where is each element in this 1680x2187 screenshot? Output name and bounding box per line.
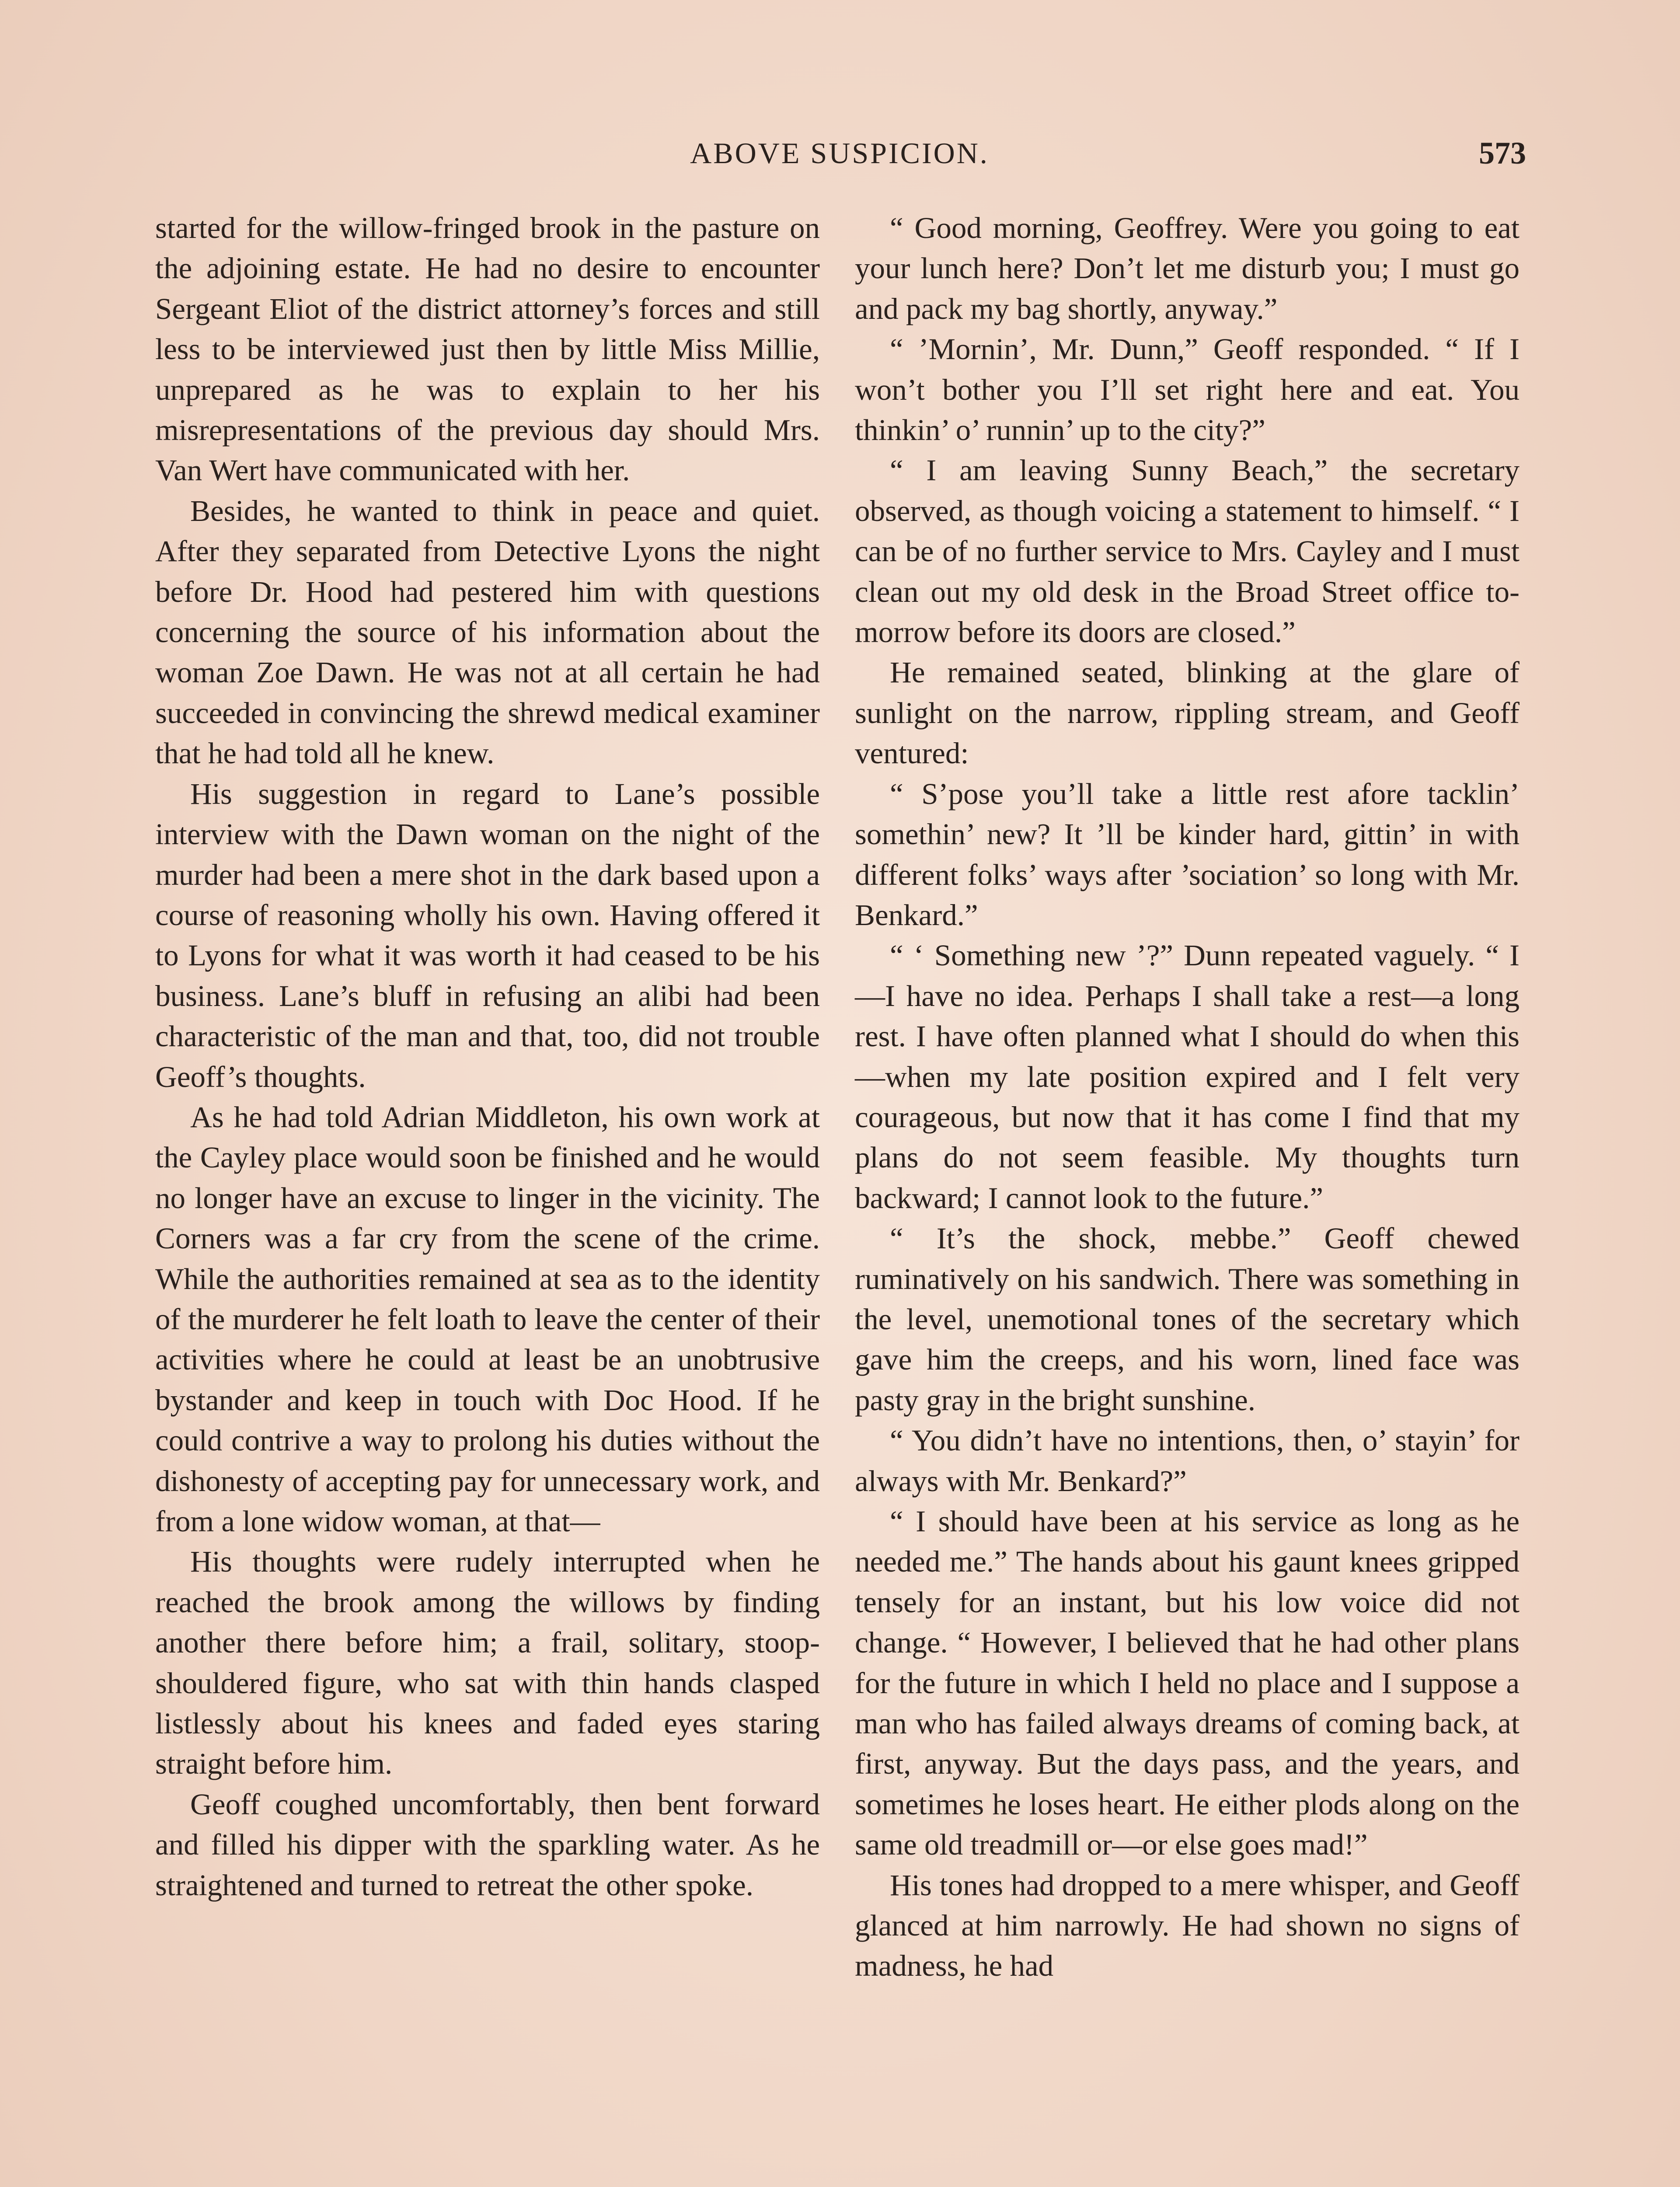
paragraph: His suggestion in regard to Lane’s possible interview with the Dawn woman on the night of the murder had been a mere shot in the dark based upon a course of reasoning wholly his own. Having offered it to Lyons for what it was worth it had ceased to be his business. Lane’s bluff in refusing an alibi had been characteristic of the man and that, too, did not trouble Geoff’s thoughts. (155, 777, 820, 1094)
paragraph: “ S’pose you’ll take a little rest afore tacklin’ somethin’ new? It ’ll be kinder hard, gittin’ in with different folks’ ways after ’sociation’ so long with Mr. Benkard.” (855, 777, 1520, 932)
paragraph: Geoff coughed uncomfortably, then bent forward and filled his dipper with the sparkling water. As he straightened and turned to retreat the other spoke. (155, 1787, 820, 1902)
paragraph: His tones had dropped to a mere whisper, and Geoff glanced at him narrowly. He had shown no signs of madness, he had (855, 1868, 1520, 1983)
left-column (155, 208, 820, 1905)
page-number: 573 (1479, 136, 1526, 171)
paragraph: started for the willow-fringed brook in the pasture on the adjoining estate. He had no desire to encounter Sergeant Eliot of the district attorney’s forces and still less to be interviewed just then by little Miss Millie, unprepared as he was to explain to her his misrepresentations of the previous day should Mrs. Van Wert have communicated with her. (155, 211, 820, 487)
paragraph: He remained seated, blinking at the glare of sunlight on the narrow, rippling stream, and Geoff ventured: (855, 656, 1520, 770)
paragraph: As he had told Adrian Middleton, his own work at the Cayley place would soon be finished and he would no longer have an excuse to linger in the vicinity. The Corners was a far cry from the scene of the crime. While the authorities remained at sea as to the identity of the murderer he felt loath to leave the center of their activities where he could at least be an unobtrusive bystander and keep in touch with Doc Hood. If he could contrive a way to prolong his duties without the dishonesty of accepting pay for unnecessary work, and from a lone widow woman, at that— (155, 1100, 820, 1538)
paragraph: “ ’Mornin’, Mr. Dunn,” Geoff responded. “ If I won’t bother you I’ll set right here and eat. You thinkin’ o’ runnin’ up to the city?” (855, 332, 1520, 447)
paragraph: “ Good morning, Geoffrey. Were you going to eat your lunch here? Don’t let me disturb you; I must go and pack my bag shortly, anyway.” (855, 211, 1520, 325)
paragraph: “ ‘ Something new ’?” Dunn repeated vaguely. “ I—I have no idea. Perhaps I shall take a rest—a long rest. I have often planned what I should do when this—when my late position expired and I felt very courageous, but now that it has come I find that my plans do not seem feasible. My thoughts turn backward; I cannot look to the future.” (855, 939, 1520, 1215)
paragraph: “ You didn’t have no intentions, then, o’ stayin’ for always with Mr. Benkard?” (855, 1424, 1520, 1498)
page-title: ABOVE SUSPICION. (690, 136, 989, 170)
running-head (153, 131, 1526, 175)
paragraph: “ I am leaving Sunny Beach,” the secretary observed, as though voicing a statement to himself. “ I can be of no further service to Mrs. Cayley and I must clean out my old desk in the Broad Street office to-morrow before its doors are closed.” (855, 454, 1520, 649)
paragraph: His thoughts were rudely interrupted when he reached the brook among the willows by finding another there before him; a frail, solitary, stoop-shouldered figure, who sat with thin hands clasped listlessly about his knees and faded eyes staring straight before him. (155, 1545, 820, 1781)
right-column (855, 208, 1520, 1986)
paragraph: “ It’s the shock, mebbe.” Geoff chewed ruminatively on his sandwich. There was something in the level, unemotional tones of the secretary which gave him the creeps, and his worn, lined face was pasty gray in the bright sunshine. (855, 1222, 1520, 1417)
paragraph: Besides, he wanted to think in peace and quiet. After they separated from Detective Lyons the night before Dr. Hood had pestered him with questions concerning the source of his information about the woman Zoe Dawn. He was not at all certain he had succeeded in convincing the shrewd medical examiner that he had told all he knew. (155, 494, 820, 770)
paragraph: “ I should have been at his service as long as he needed me.” The hands about his gaunt knees gripped tensely for an instant, but his low voice did not change. “ However, I believed that he had other plans for the future in which I held no place and I suppose a man who has failed always dreams of coming back, at first, anyway. But the days pass, and the years, and sometimes he loses heart. He either plods along on the same old treadmill or—or else goes mad!” (855, 1505, 1520, 1862)
